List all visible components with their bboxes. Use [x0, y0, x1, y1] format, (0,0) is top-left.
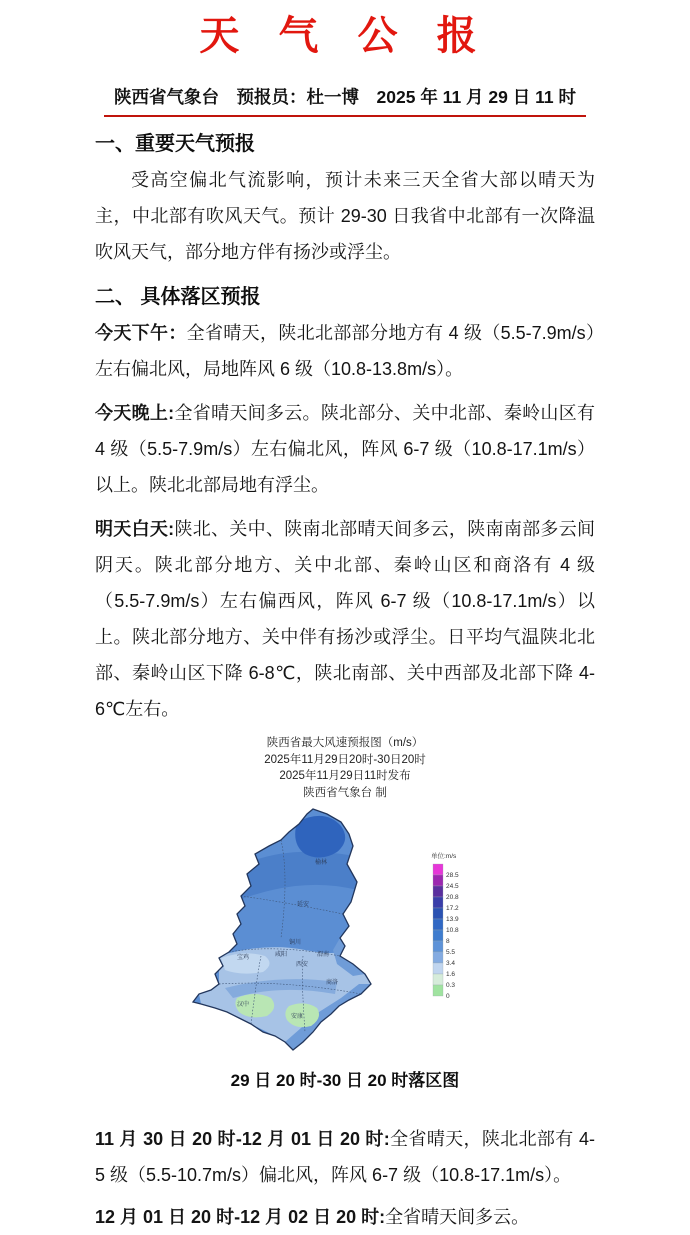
legend-color-segment	[433, 897, 443, 908]
legend-tick-label: 0	[446, 992, 450, 1000]
page-title: 天 气 公 报	[199, 14, 491, 58]
legend-color-segment	[433, 875, 443, 886]
forecast-paragraph: 今天下午：全省晴天，陕北北部部分地方有 4 级（5.5-7.9m/s）左右偏北风，局地阵风 6 级（10.8-13.8m/s）。	[95, 323, 596, 379]
legend-color-segment	[433, 952, 443, 963]
forecast-paragraph: 受高空偏北气流影响，预计未来三天全省大部以晴天为主，中北部有吹风天气。预计 29-30 日我省中北部有一次降温吹风天气，部分地方伴有扬沙或浮尘。	[95, 170, 595, 262]
legend-tick-label: 20.8	[446, 893, 459, 901]
section-heading: 一、重要天气预报	[95, 133, 255, 155]
city-label: 延安	[296, 901, 310, 908]
legend-color-segment	[433, 919, 443, 930]
map-title-line-3: 2025年11月29日11时发布	[279, 770, 411, 783]
paragraph-lead: 今天晚上:	[95, 403, 175, 423]
subtitle-row	[81, 84, 609, 117]
shaanxi-wind-speed-map	[180, 806, 510, 1058]
paragraph-lead: 明天白天:	[95, 519, 175, 539]
city-label: 咸阳	[274, 951, 288, 958]
legend-tick-label: 10.8	[446, 926, 459, 934]
city-label: 西安	[295, 961, 309, 968]
legend-tick-label: 17.2	[446, 904, 459, 912]
legend-color-segment	[433, 963, 443, 974]
legend-tick-label: 13.9	[446, 915, 459, 923]
forecast-paragraph: 12 月 01 日 20 时-12 月 02 日 20 时:全省晴天间多云。	[95, 1206, 530, 1227]
city-label: 安康	[290, 1013, 304, 1020]
legend-tick-label: 5.5	[446, 948, 456, 956]
wind-map-figure	[95, 735, 595, 1091]
province-shape	[193, 809, 371, 1050]
legend-color-segment	[433, 864, 443, 875]
city-label: 宝鸡	[236, 954, 250, 961]
paragraph-lead: 11 月 30 日 20 时-12 月 01 日 20 时:	[95, 1128, 390, 1149]
section-heading: 二、 具体落区预报	[95, 286, 261, 308]
forecast-paragraph: 11 月 30 日 20 时-12 月 01 日 20 时:全省晴天，陕北北部有 4-5 级（5.5-10.7m/s）偏北风，阵风 6-7 级（10.8-17.1m/s）。	[95, 1128, 595, 1185]
map-title-line-1: 陕西省最大风速预报图（m/s）	[266, 737, 424, 749]
map-title-line-4: 陕西省气象台 制	[303, 787, 387, 800]
legend-title: 单位:m/s	[431, 852, 457, 860]
city-label: 榆林	[314, 859, 328, 866]
sections-container	[95, 127, 595, 727]
paragraph-lead: 12 月 01 日 20 时-12 月 02 日 20 时:	[95, 1206, 386, 1227]
map-title-line-2: 2025年11月29日20时-30日20时	[264, 753, 426, 766]
legend-color-segment	[433, 886, 443, 897]
legend-color-segment	[433, 974, 443, 985]
city-label: 汉中	[236, 1001, 250, 1008]
city-label: 铜川	[288, 939, 302, 946]
paragraph-lead: 今天下午：	[95, 323, 187, 343]
legend-color-segment	[433, 985, 443, 996]
city-label: 渭南	[316, 951, 330, 958]
legend-tick-label: 24.5	[446, 882, 459, 890]
legend-tick-label: 28.5	[446, 871, 459, 879]
extended-forecast	[95, 1121, 595, 1235]
legend-color-segment	[433, 930, 443, 941]
legend-tick-label: 3.4	[446, 959, 456, 967]
legend-tick-label: 8	[446, 937, 450, 945]
legend-color-segment	[433, 908, 443, 919]
legend-tick-label: 0.3	[446, 981, 456, 989]
legend-colorbar	[433, 864, 443, 996]
forecast-paragraph: 明天白天:陕北、关中、陕南北部晴天间多云，陕南南部多云间阴天。陕北部分地方、关中北部、秦岭山区和商洛有 4 级（5.5-7.9m/s）左右偏西风，阵风 6-7 级（10.8-17.1m/s）以上。陕北部分地方、关中伴有扬沙或浮尘。日平均气温陕北北部、秦岭山区下降 6-8℃，陕北南部、关中西部及北部下降 4-6℃左右。	[95, 519, 595, 719]
legend-tick-labels	[446, 872, 459, 1000]
forecast-paragraph: 今天晚上:全省晴天间多云。陕北部分、关中北部、秦岭山区有 4 级（5.5-7.9m/s）左右偏北风，阵风 6-7 级（10.8-17.1m/s）以上。陕北北部局地有浮尘。	[95, 403, 595, 495]
map-caption: 29 日 20 时-30 日 20 时落区图	[230, 1070, 460, 1090]
legend-tick-label: 1.6	[446, 970, 456, 978]
city-label: 商洛	[325, 979, 339, 986]
legend-color-segment	[433, 941, 443, 952]
issuer-line: 陕西省气象台 预报员：杜一博 2025 年 11 月 29 日 11 时	[104, 84, 586, 117]
map-legend	[431, 851, 459, 1000]
